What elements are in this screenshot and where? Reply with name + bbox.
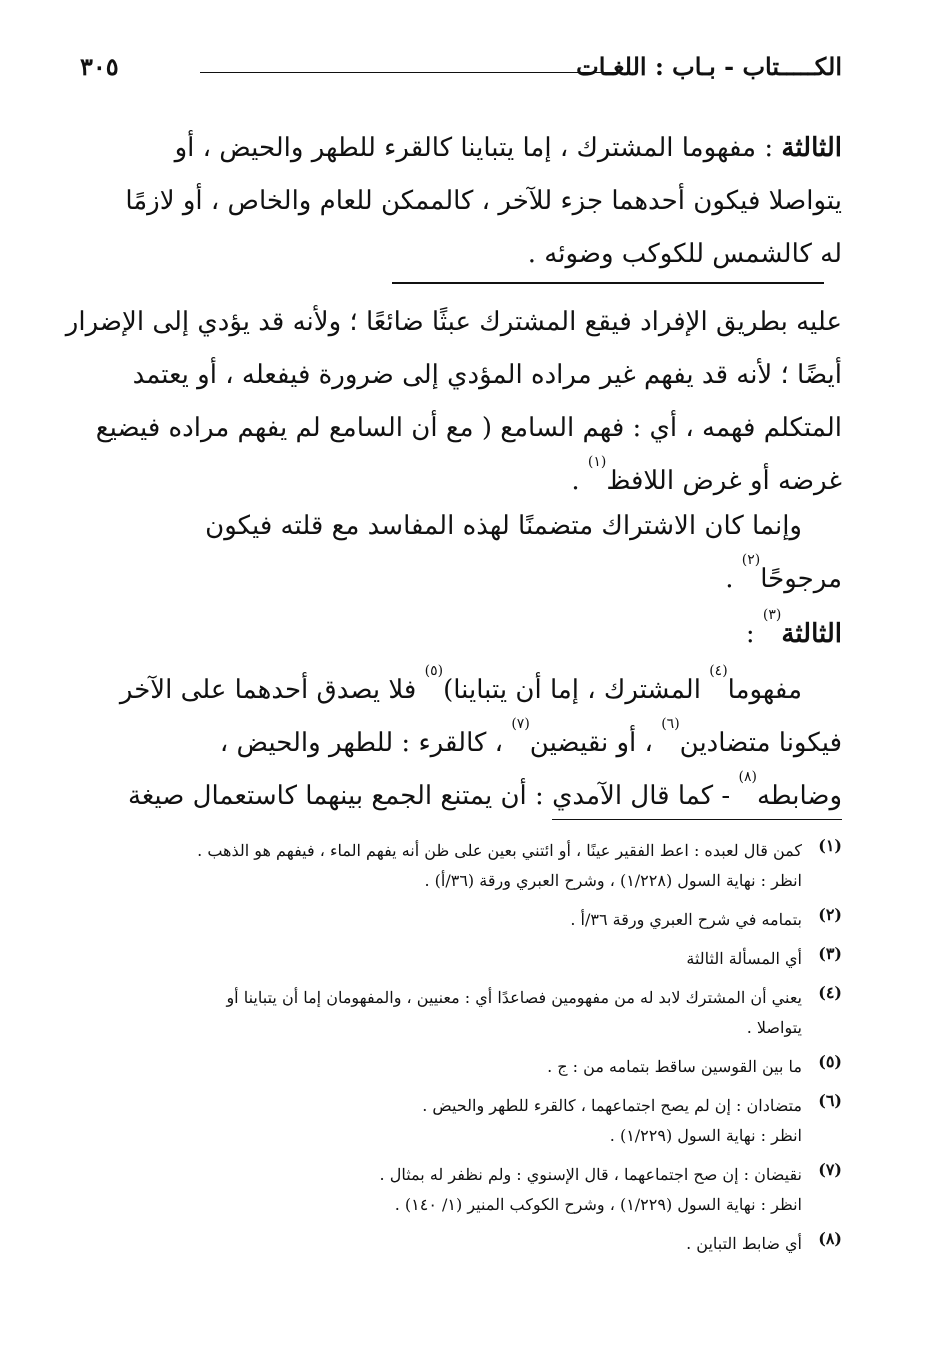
p3-l2-c: ، كالقرء : للطهر والحيض ، (219, 728, 512, 758)
p3-line-1 (80, 664, 842, 717)
footnote-line: يتواصلا . (746, 1018, 802, 1037)
footnote-ref-5[interactable]: (٥) (424, 663, 444, 679)
footnote-number: (٥) (818, 1052, 842, 1071)
page-number: ٣٠٥ (80, 52, 119, 81)
p3-l1-c: فلا يصدق أحدهما على الآخر (119, 675, 425, 705)
footnote-text (80, 983, 802, 1043)
footnote-text (80, 1052, 802, 1082)
p2-tail: . (725, 564, 742, 594)
footnote-7 (80, 1160, 842, 1220)
p1-line-3: المتكلم فهمه ، أي : فهم السامع ( مع أن السامع لم يفهم مراده فيضيع (95, 413, 842, 443)
p3-l1-a: مفهوما (727, 675, 802, 705)
footnote-separator-rule (552, 819, 842, 820)
p3-line-2 (80, 717, 842, 770)
p3-l3-b: - كما قال الآمدي : أن يمتنع الجمع بينهما كاستعمال صيغة (127, 781, 739, 811)
p3-line-3 (80, 770, 842, 823)
commentary-paragraph-1 (65, 296, 842, 508)
commentary-paragraph-2 (80, 500, 842, 606)
footnote-line: بتمامه في شرح العبري ورقة ٣٦/أ . (570, 910, 802, 929)
matn-separator-rule (392, 282, 824, 284)
section-heading (80, 608, 842, 661)
heading-text: الثالثة (781, 619, 842, 649)
matn-line-1-text (175, 133, 842, 163)
footnote-ref-4[interactable]: (٤) (709, 663, 728, 679)
footnote-number: (١) (818, 836, 842, 855)
footnote-line: انظر : نهاية السول (١/٢٢٨) ، وشرح العبري ورقة (٣٦/أ) . (424, 871, 802, 890)
footnote-text (80, 1160, 802, 1220)
footnote-5 (80, 1052, 842, 1082)
footnote-2 (80, 905, 842, 935)
footnote-ref-1[interactable]: (١) (587, 454, 607, 470)
footnote-line: أي المسألة الثالثة (686, 949, 802, 968)
footnote-1 (80, 836, 842, 896)
p3-l2-a: فيكونا متضادين (679, 728, 842, 758)
running-title: الكـــــتاب - بـاب : اللغـات (576, 52, 842, 81)
p1-line-4-text: غرضه أو غرض اللافظ (606, 466, 842, 496)
footnote-line: متضادان : إن لم يصح اجتماعهما ، كالقرء للطهر والحيض . (422, 1096, 802, 1115)
matn-block (80, 122, 842, 281)
header-rule (200, 72, 620, 73)
p3-l1-b: المشترك ، إما أن يتباينا) (443, 675, 710, 705)
footnote-line: ما بين القوسين ساقط بتمامه من : ج . (547, 1057, 802, 1076)
footnote-ref-3[interactable]: (٣) (762, 607, 782, 623)
p1-tail: . (571, 466, 588, 496)
footnote-line: انظر : نهاية السول (١/٢٢٩) ، وشرح الكوكب المنير (١/ ١٤٠) . (394, 1195, 802, 1214)
p3-l2-b: ، أو نقيضين (529, 728, 662, 758)
footnote-text (80, 836, 802, 896)
p1-line-1: عليه بطريق الإفراد فيقع المشترك عبثًا ضائعًا ؛ ولأنه قد يؤدي إلى الإضرار (65, 307, 842, 337)
p2-line-1: وإنما كان الاشتراك متضمنًا لهذه المفاسد مع قلته فيكون (205, 511, 802, 541)
matn-line-3: له كالشمس للكوكب وضوئه . (527, 239, 842, 269)
footnote-number: (٧) (818, 1160, 842, 1179)
footnote-8 (80, 1229, 842, 1259)
footnote-number: (٣) (818, 944, 842, 963)
footnote-ref-2[interactable]: (٢) (741, 552, 761, 568)
footnote-number: (٨) (818, 1229, 842, 1248)
commentary-paragraph-3 (80, 664, 842, 823)
heading-line (80, 608, 842, 661)
p2-line-2 (80, 553, 842, 606)
footnote-number: (٢) (818, 905, 842, 924)
footnote-line: كمن قال لعبده : اعط الفقير عينًا ، أو ائتني بعين على ظن أنه يفهم الماء ، فيفهم هو الذهب . (197, 841, 802, 860)
heading-tail: : (745, 619, 763, 649)
matn-line-1 (80, 122, 842, 175)
footnote-line: انظر : نهاية السول (١/٢٢٩) . (609, 1126, 802, 1145)
footnote-number: (٦) (818, 1091, 842, 1110)
footnotes-section (80, 836, 842, 1268)
footnote-number: (٤) (818, 983, 842, 1002)
footnote-text (80, 944, 802, 974)
matn-line-2: يتواصلا فيكون أحدهما جزء للآخر ، كالممكن للعام والخاص ، أو لازمًا (125, 186, 842, 216)
footnote-line: أي ضابط التباين . (686, 1234, 802, 1253)
p2-line-2-text: مرجوحًا (760, 564, 842, 594)
footnote-4 (80, 983, 842, 1043)
footnote-text (80, 1229, 802, 1259)
footnote-text (80, 905, 802, 935)
footnote-ref-7[interactable]: (٧) (511, 716, 530, 732)
p3-l3-a: وضابطه (756, 781, 842, 811)
footnote-text (80, 1091, 802, 1151)
p1-line-2: أيضًا ؛ لأنه قد يفهم غير مراده المؤدي إلى ضرورة فيفعله ، أو يعتمد (132, 360, 842, 390)
footnote-6 (80, 1091, 842, 1151)
footnote-line: نقيضان : إن صح اجتماعهما ، قال الإسنوي : ولم نظفر له بمثال . (379, 1165, 802, 1184)
footnote-3 (80, 944, 842, 974)
matn-line-1-rest: : مفهوما المشترك ، إما يتباينا كالقرء للطهر والحيض ، أو (174, 133, 782, 163)
footnote-ref-8[interactable]: (٨) (738, 769, 757, 785)
page-header (80, 50, 842, 90)
matn-lead-word: الثالثة (781, 133, 842, 163)
footnote-line: يعني أن المشترك لابد له من مفهومين فصاعدًا أي : معنيين ، والمفهومان إما أن يتباينا أو (226, 988, 802, 1007)
footnote-ref-6[interactable]: (٦) (661, 716, 680, 732)
